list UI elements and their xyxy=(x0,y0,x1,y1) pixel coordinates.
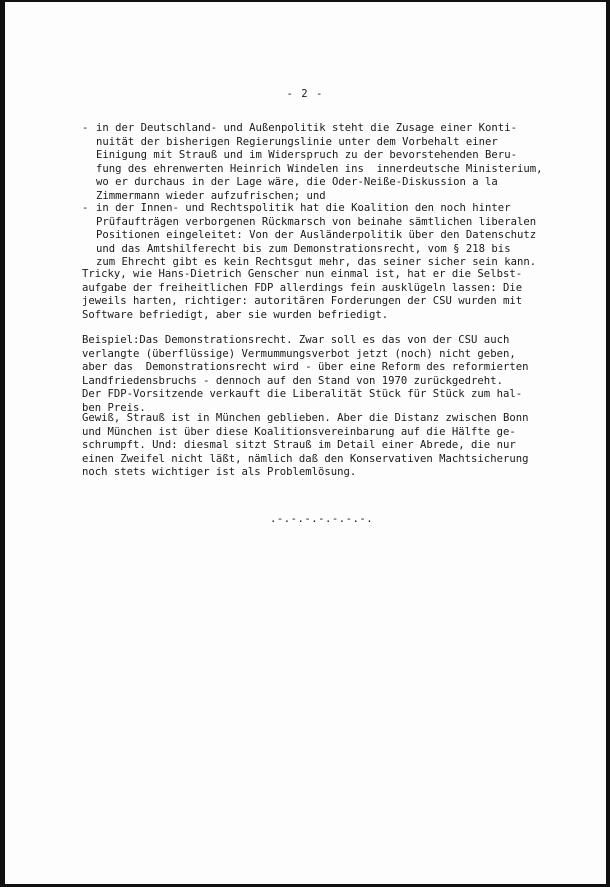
text-line: Software befriedigt, aber sie wurden befriedigt. xyxy=(82,308,389,321)
page-number: - 2 - xyxy=(286,88,324,100)
text-line: Prüfaufträgen verborgenen Rückmarsch von beinahe sämtlichen liberalen xyxy=(96,215,537,228)
bullet-marker: - xyxy=(82,122,89,134)
bullet-marker: - xyxy=(82,202,89,214)
text-line: noch stets wichtiger ist als Problemlösung. xyxy=(82,466,357,478)
text-line: aber das Demonstrationsrecht wird - über eine Reform des reformierten xyxy=(82,361,529,373)
text-line: Gewiß, Strauß ist in München geblieben. Aber die Distanz zwischen Bonn xyxy=(82,412,529,424)
text-line: Landfriedensbruchs - dennoch auf den Stand von 1970 zurückgedreht. xyxy=(82,374,503,387)
text-line: aufgabe der freiheitlichen FDP allerdings fein ausklügeln lassen: Die xyxy=(82,281,523,294)
text-line: Einigung mit Strauß und im Widerspruch zu der bevorstehenden Beru- xyxy=(96,149,517,161)
text-line: und München ist über diese Koalitionsvereinbarung auf die Hälfte ge- xyxy=(82,425,516,438)
bullet-item-domestic-policy xyxy=(82,202,582,270)
text-line: verlangte (überflüssige) Vermummungsverbot jetzt (noch) nicht geben, xyxy=(82,347,516,360)
text-line: in der Innen- und Rechtspolitik hat die Koalition den noch hinter xyxy=(96,202,511,214)
text-line: fung des ehrenwerten Heinrich Windelen ins innerdeutsche Ministerium, xyxy=(96,162,543,175)
text-line: Zimmermann wieder aufzufrischen; und xyxy=(96,189,326,202)
text-line: wo er durchaus in der Lage wäre, die Oder-Neiße-Diskussion a la xyxy=(96,176,498,188)
closing-mark: .-.-.-.-.-.-.-. xyxy=(270,513,374,525)
text-line: in der Deutschland- und Außenpolitik steht die Zusage einer Konti- xyxy=(96,122,517,134)
text-line: ben Preis. xyxy=(82,401,146,414)
text-line: Tricky, wie Hans-Dietrich Genscher nun einmal ist, hat er die Selbst- xyxy=(82,268,523,280)
text-line: nuität der bisherigen Regierungslinie unter dem Vorbehalt einer xyxy=(96,135,498,148)
text-line: Positionen eingeleitet: Von der Ausländerpolitik über den Datenschutz xyxy=(96,229,537,241)
paragraph-demonstrationsrecht xyxy=(82,334,582,415)
text-line: und das Amtshilferecht bis zum Demonstrationsrecht, vom § 218 bis xyxy=(96,242,511,255)
paragraph-strauss xyxy=(82,412,582,480)
text-line: Der FDP-Vorsitzende verkauft die Liberalität Stück für Stück zum hal- xyxy=(82,388,523,400)
text-line: einen Zweifel nicht läßt, nämlich daß den Konservativen Machtsicherung xyxy=(82,452,529,465)
text-line: zum Ehrecht gibt es kein Rechtsgut mehr, das seiner sicher sein kann. xyxy=(96,256,537,268)
text-line: jeweils harten, richtiger: autoritären Forderungen der CSU wurden mit xyxy=(82,295,523,307)
text-line: Beispiel:Das Demonstrationsrecht. Zwar soll es das von der CSU auch xyxy=(82,334,510,346)
paragraph-genscher xyxy=(82,268,582,322)
bullet-item-foreign-policy xyxy=(82,122,582,203)
text-line: schrumpft. Und: diesmal sitzt Strauß im Detail einer Abrede, die nur xyxy=(82,439,516,451)
